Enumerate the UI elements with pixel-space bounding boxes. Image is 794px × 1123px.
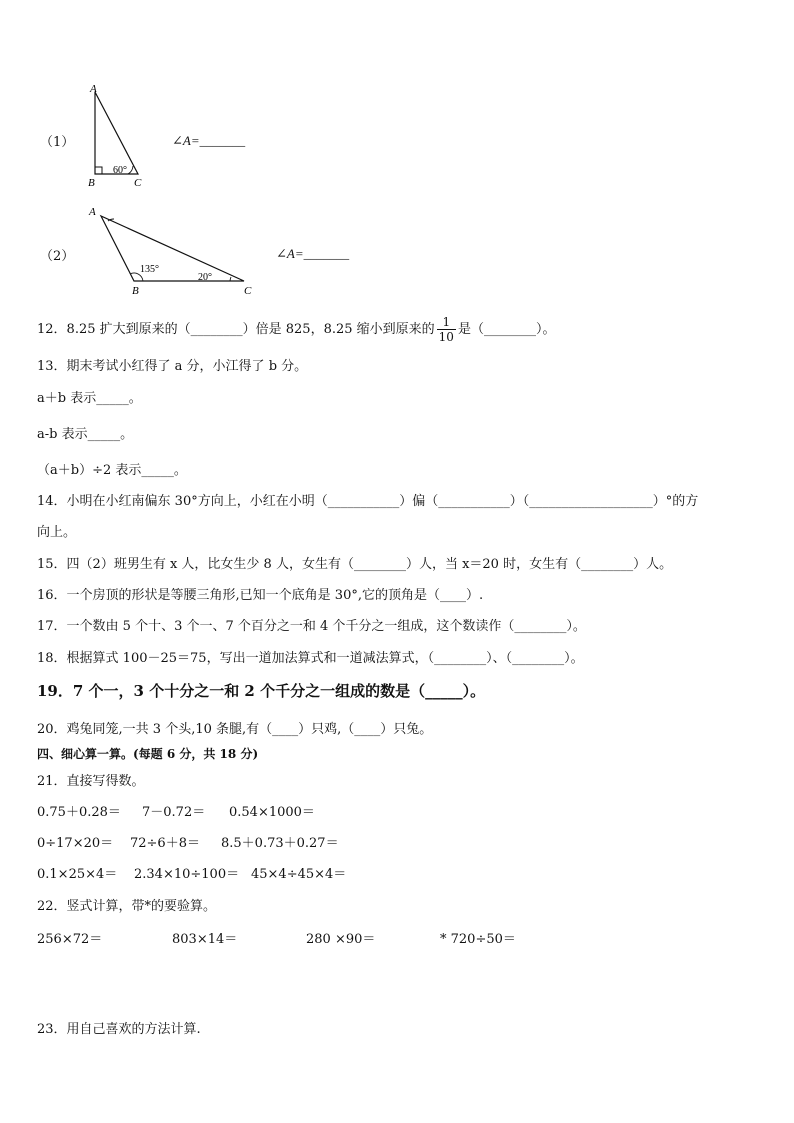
fig1-vertex-b: B: [88, 177, 95, 189]
question-13-line-1: a＋b 表示_____。: [37, 391, 142, 406]
question-14-line-1: 14．小明在小红南偏东 30°方向上，小红在小明（___________）偏（___________）（___________________）°的方: [37, 494, 699, 509]
question-18: 18．根据算式 100－25＝75，写出一道加法算式和一道减法算式，（________）、（________）。: [37, 651, 584, 666]
vertical-calc-item: 256×72＝: [37, 932, 103, 947]
fig1-question: ∠A=_______: [172, 133, 246, 148]
calc-item: 45×4÷45×4＝: [251, 867, 347, 882]
question-14-line-2: 向上。: [37, 525, 77, 540]
question-17: 17．一个数由 5 个十、3 个一、7 个百分之一和 4 个千分之一组成，这个数读作（________）。: [37, 619, 586, 634]
question-20: 20．鸡兔同笼,一共 3 个头,10 条腿,有（____）只鸡,（____）只兔。: [37, 722, 433, 737]
fig2-question: ∠A=_______: [276, 246, 350, 261]
calc-item: 8.5＋0.73＋0.27＝: [221, 836, 339, 851]
question-12: [37, 316, 555, 343]
calc-item: 0.75＋0.28＝: [37, 805, 121, 820]
fig1-angle-label: 60°: [113, 165, 127, 176]
calc-item: 72÷6＋8＝: [130, 836, 200, 851]
question-13-stem: 13．期末考试小红得了 a 分，小江得了 b 分。: [37, 359, 308, 374]
question-16: 16．一个房顶的形状是等腰三角形,已知一个底角是 30°,它的顶角是（____）.: [37, 588, 484, 603]
question-19: 19．7 个一，3 个十分之一和 2 个千分之一组成的数是（_____）。: [37, 682, 486, 700]
vertical-calc-item: 280 ×90＝: [306, 932, 376, 947]
triangle-figure-1: [80, 82, 150, 190]
fraction-one-tenth: $\frac{1}{10}$: [438, 315, 454, 344]
question-13-line-2: a-b 表示_____。: [37, 427, 134, 442]
fig2-vertex-c: C: [244, 285, 252, 297]
question-15: 15．四（2）班男生有 x 人，比女生少 8 人，女生有（________）人，当 x＝20 时，女生有（________）人。: [37, 557, 673, 572]
vertical-calc-item: 803×14＝: [172, 932, 238, 947]
q12-text-before: 12．8.25 扩大到原来的（________）倍是 825，8.25 缩小到原来的: [37, 322, 435, 337]
calc-item: 2.34×10÷100＝: [134, 867, 240, 882]
fig1-vertex-a: A: [90, 83, 97, 95]
calc-item: 7－0.72＝: [142, 805, 206, 820]
question-21-stem: 21．直接写得数。: [37, 774, 145, 789]
question-23: 23．用自己喜欢的方法计算.: [37, 1022, 201, 1037]
fig2-vertex-b: B: [132, 285, 139, 297]
fig2-vertex-a: A: [89, 206, 96, 218]
question-13-line-3: （a＋b）÷2 表示_____。: [37, 463, 187, 478]
section-4-heading: 四、细心算一算。(每题 6 分，共 18 分): [37, 747, 259, 761]
fig1-vertex-c: C: [134, 177, 142, 189]
fig2-angle-b-label: 135°: [140, 264, 159, 275]
fig2-label: （2）: [40, 249, 75, 264]
calc-item: 0.54×1000＝: [229, 805, 315, 820]
calc-item: 0÷17×20＝: [37, 836, 114, 851]
fig1-label: （1）: [40, 135, 75, 150]
calc-item: 0.1×25×4＝: [37, 867, 118, 882]
q12-text-after: 是（________）。: [457, 322, 556, 337]
triangle-figure-2: [86, 202, 261, 298]
fig2-angle-c-label: 20°: [198, 272, 212, 283]
question-22-stem: 22．竖式计算，带*的要验算。: [37, 899, 217, 914]
vertical-calc-item: * 720÷50＝: [440, 932, 516, 947]
